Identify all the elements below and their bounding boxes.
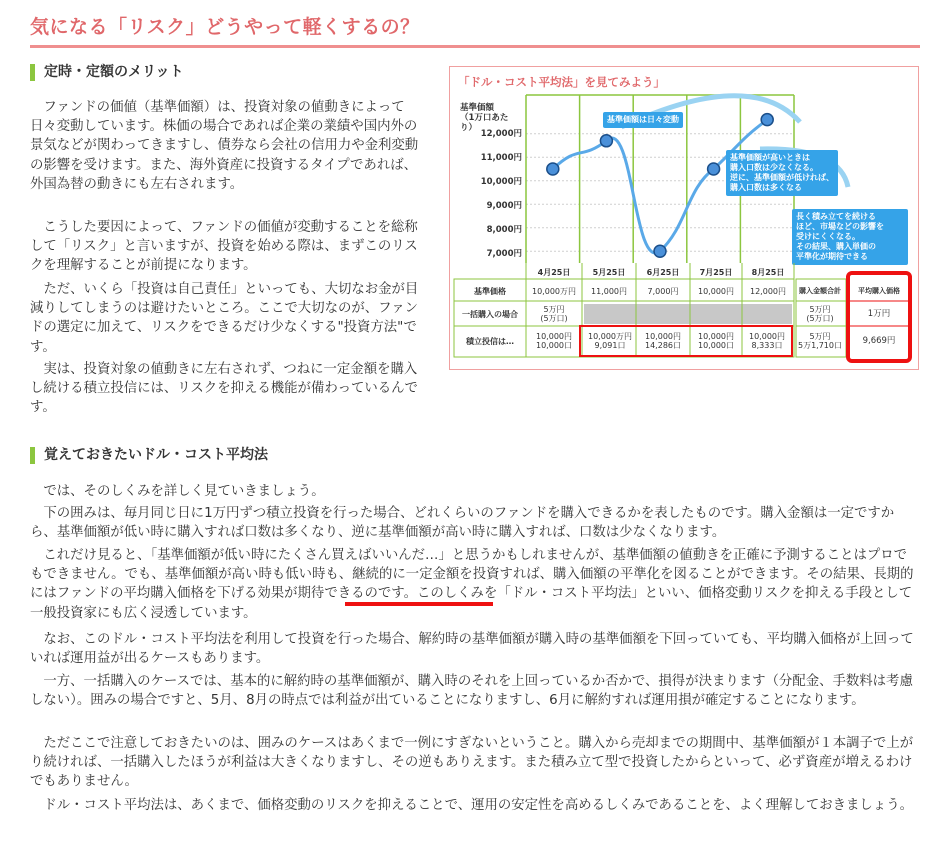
column-header: 7月25日 [699, 267, 733, 277]
y-tick: 11,000円 [480, 153, 522, 163]
section2-paragraph: ただここで注意しておきたいのは、囲みのケースはあくまで一例にすぎないということ。購入から売却までの期間中、基準価額が１本調子で上がり続ければ、一括購入したほうが利益は大きくなりますし、その逆もありえます。また積み立て型で投資したからといって、必ず資産が増えるわけでもありません。 [30, 736, 914, 790]
section2-paragraph: ドル・コスト平均法は、あくまで、価格変動のリスクを抑えることで、運用の安定性を高めるしくみであることを、よく理解しておきましょう。 [43, 798, 913, 813]
row-label: 基準価格 [474, 286, 506, 296]
emphasis-underline [345, 602, 493, 606]
table-cell: 10,000万円 [532, 286, 576, 296]
chart-panel-title: 「ドル・コスト平均法」を見てみよう」 [458, 75, 665, 89]
data-point [761, 114, 773, 126]
column-header: 4月25日 [537, 267, 571, 277]
section1-paragraph: ファンドの価値（基準価額）は、投資対象の値動きによって日々変動しています。株価の場合であれば企業の業績や国内外の景気などが関わってきますし、債券なら会社の信用力や金利変動の影響を受けます。また、海外資産に投資するタイプであれば、外国為替の動きにも左右されます。 [30, 100, 419, 192]
section1-paragraph: ただ、いくら「投資は自己責任」といっても、大切なお金が目減りしてしまうのは避けたいところ。ここで大切なのが、ファンドの選定に加えて、リスクをできるだけ少なくする"投資方法"です。 [30, 282, 419, 355]
table-cell-average: 9,669円 [862, 335, 896, 346]
data-point [547, 163, 559, 175]
data-point [600, 135, 612, 147]
y-tick: 8,000円 [486, 225, 522, 235]
column-header: 6月25日 [646, 267, 680, 277]
table-cell: 10,000円 10,000口 [536, 332, 572, 350]
y-tick: 12,000円 [480, 129, 522, 139]
table-cell: 12,000円 [750, 286, 786, 296]
column-header-total: 購入金額合計 [799, 286, 841, 295]
column-header: 8月25日 [751, 267, 785, 277]
y-tick: 10,000円 [480, 177, 522, 187]
table-cell: 7,000円 [647, 286, 679, 296]
section2-paragraph: なお、このドル・コスト平均法を利用して投資を行った場合、解約時の基準価額が購入時の基準価額を下回っていても、平均購入価格が上回っていれば運用益が出るケースもあります。 [30, 632, 914, 667]
table-cell-total: 5万円 (5万口) [806, 305, 834, 323]
table-cell: 10,000円 8,333口 [749, 332, 785, 350]
chart-y-label: 基準価額 （1万口あたり） [460, 103, 509, 133]
section2-paragraph: では、そのしくみを詳しく見ていきましょう。 [43, 484, 325, 499]
table-cell-total: 5万円 5万1,710口 [798, 332, 842, 350]
section1-paragraph: こうした要因によって、ファンドの価値が変動することを総称して「リスク」と言いますが、投資を始める際は、まずこのリスクを理解することが前提になります。 [30, 220, 418, 274]
page-title: 気になる「リスク」どうやって軽くするの？ [30, 12, 920, 48]
section2-heading: 覚えておきたいドル・コスト平均法 [30, 447, 268, 464]
dollar-cost-chart-panel [449, 66, 919, 370]
y-tick: 7,000円 [486, 249, 522, 259]
data-point [654, 245, 666, 257]
table-cell: 11,000円 [591, 286, 627, 296]
column-header-average: 平均購入価格 [858, 286, 900, 295]
table-cell-average: 1万円 [867, 308, 891, 319]
table-cell: 10,000円 [698, 286, 734, 296]
column-header: 5月25日 [592, 267, 626, 277]
row-label: 積立投信は… [466, 336, 514, 346]
table-cell: 10,000万円 9,091口 [588, 332, 632, 350]
table-cell: 10,000円 14,286口 [645, 332, 681, 350]
section2-paragraph: これだけ見ると、「基準価額が低い時にたくさん買えばいいんだ…」と思うかもしれませんが、基準価額の値動きを正確に予測することはプロでもできません。でも、基準価額が高い時も低い時も、継続的に一定金額を投資すれば、購入価額の平準化を図ることができます。その結果、長期的にはファンドの平均購入価格を下げる効果が期待できるのです。このしくみを「ドル・コスト平均法」といい、価格変動リスクを抑える手段として一般投資家にも広く浸透しています。 [30, 548, 914, 621]
callout-long-term: 長く積み立てを続ける ほど、市場などの影響を 受けにくくなる。 その結果、購入単価の 平準化が期待できる [792, 209, 908, 265]
section1-paragraph: 実は、投資対象の値動きに左右されず、つねに一定金額を購入し続ける積立投信には、リスクを抑える機能が備わっているんです。 [30, 362, 418, 416]
row-label: 一括購入の場合 [462, 309, 518, 319]
table-cell: 10,000円 10,000口 [698, 332, 734, 350]
y-tick: 9,000円 [486, 201, 522, 211]
section1-heading: 定時・定額のメリット [30, 64, 183, 81]
data-point [708, 163, 720, 175]
table-cell-blank [584, 304, 792, 324]
callout-daily-change: 基準価額は日々変動 [603, 112, 683, 128]
section2-paragraph: 一方、一括購入のケースでは、基本的に解約時の基準価額が、購入時のそれを上回っているか否かで、損得が決まります（分配金、手数料は考慮しない）。囲みの場合ですと、5月、8月の時点では利益が出ていることになりますし、6月に解約すれば運用損が確定することになります。 [30, 674, 913, 709]
callout-purchase-units: 基準価額が高いときは 購入口数は少なくなる。 逆に、基準価額が低ければ、 購入口数は多くなる [726, 150, 838, 196]
section2-paragraph: 下の囲みは、毎月同じ日に1万円ずつ積立投資を行った場合、どれくらいのファンドを購入できるかを表したものです。購入金額は一定ですから、基準価額が低い時に購入すれば口数は多くなり、逆に基準価額が高い時に購入すれば、口数は少なくなります。 [30, 506, 895, 541]
table-cell: 5万円 (5万口) [540, 305, 568, 323]
